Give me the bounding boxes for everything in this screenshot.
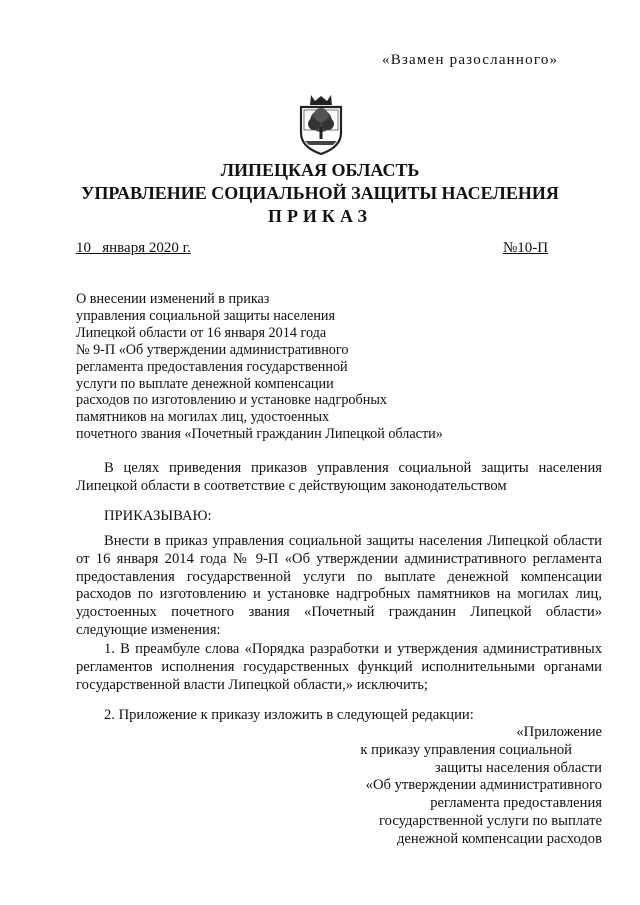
- region-heading: ЛИПЕЦКАЯ ОБЛАСТЬ: [220, 160, 420, 180]
- appendix-line: к приказу управления социальной: [360, 741, 572, 758]
- appendix-line: защиты населения области: [434, 759, 602, 776]
- appendix-header: [282, 724, 602, 849]
- document-type-heading: ПРИКАЗ: [267, 206, 373, 226]
- appendix-line: государственной услуги по выплате: [379, 812, 602, 829]
- subject-line: памятников на могилах лиц, удостоенных: [76, 409, 330, 426]
- replacement-stamp: «Взамен разосланного»: [382, 52, 559, 68]
- subject-line: расходов по изготовлению и установке надгробных: [76, 392, 387, 409]
- subject-line: почетного звания «Почетный гражданин Липецкой области»: [76, 426, 443, 443]
- preamble-paragraph: В целях приведения приказов управления социальной защиты населения Липецкой области в соответствие с действующим законодательством: [76, 460, 602, 494]
- orders-word: ПРИКАЗЫВАЮ:: [104, 508, 212, 524]
- subject-line: регламента предоставления государственной: [76, 358, 348, 375]
- subject-line: услуги по выплате денежной компенсации: [76, 375, 334, 392]
- order-number: №10-П: [503, 240, 549, 256]
- department-heading: УПРАВЛЕНИЕ СОЦИАЛЬНОЙ ЗАЩИТЫ НАСЕЛЕНИЯ: [81, 183, 559, 203]
- item-1-paragraph: 1. В преамбуле слова «Порядка разработки и утверждения административных регламентов исполнения государственных функций исполнительными органами государственной власти Липецкой области,» исключить;: [76, 641, 602, 693]
- subject-line: № 9-П «Об утверждении административного: [76, 341, 349, 358]
- item-intro-paragraph: Внести в приказ управления социальной защиты населения Липецкой области от 16 января 2014 года № 9-П «Об утверждении административного регламента предоставления государственной услуги по выплате денежной компенсации расходов по изготовлению и установке надгробных памятников на могилах лиц, удостоенных почетного звания «Почетный гражданин Липецкой области» следующие изменения:: [76, 533, 602, 638]
- appendix-line: регламента предоставления: [430, 795, 602, 812]
- order-subject: [76, 291, 443, 443]
- appendix-line: «Приложение: [516, 724, 602, 740]
- item-2-paragraph: 2. Приложение к приказу изложить в следующей редакции:: [104, 707, 474, 723]
- subject-line: управления социальной защиты населения: [76, 307, 336, 324]
- order-date: 10 января 2020 г.: [76, 240, 191, 256]
- appendix-line: «Об утверждении административного: [365, 777, 602, 794]
- subject-line: Липецкой области от 16 января 2014 года: [76, 324, 327, 341]
- appendix-line: денежной компенсации расходов: [396, 830, 602, 847]
- coat-of-arms-icon: [297, 93, 345, 155]
- subject-line: О внесении изменений в приказ: [76, 291, 270, 307]
